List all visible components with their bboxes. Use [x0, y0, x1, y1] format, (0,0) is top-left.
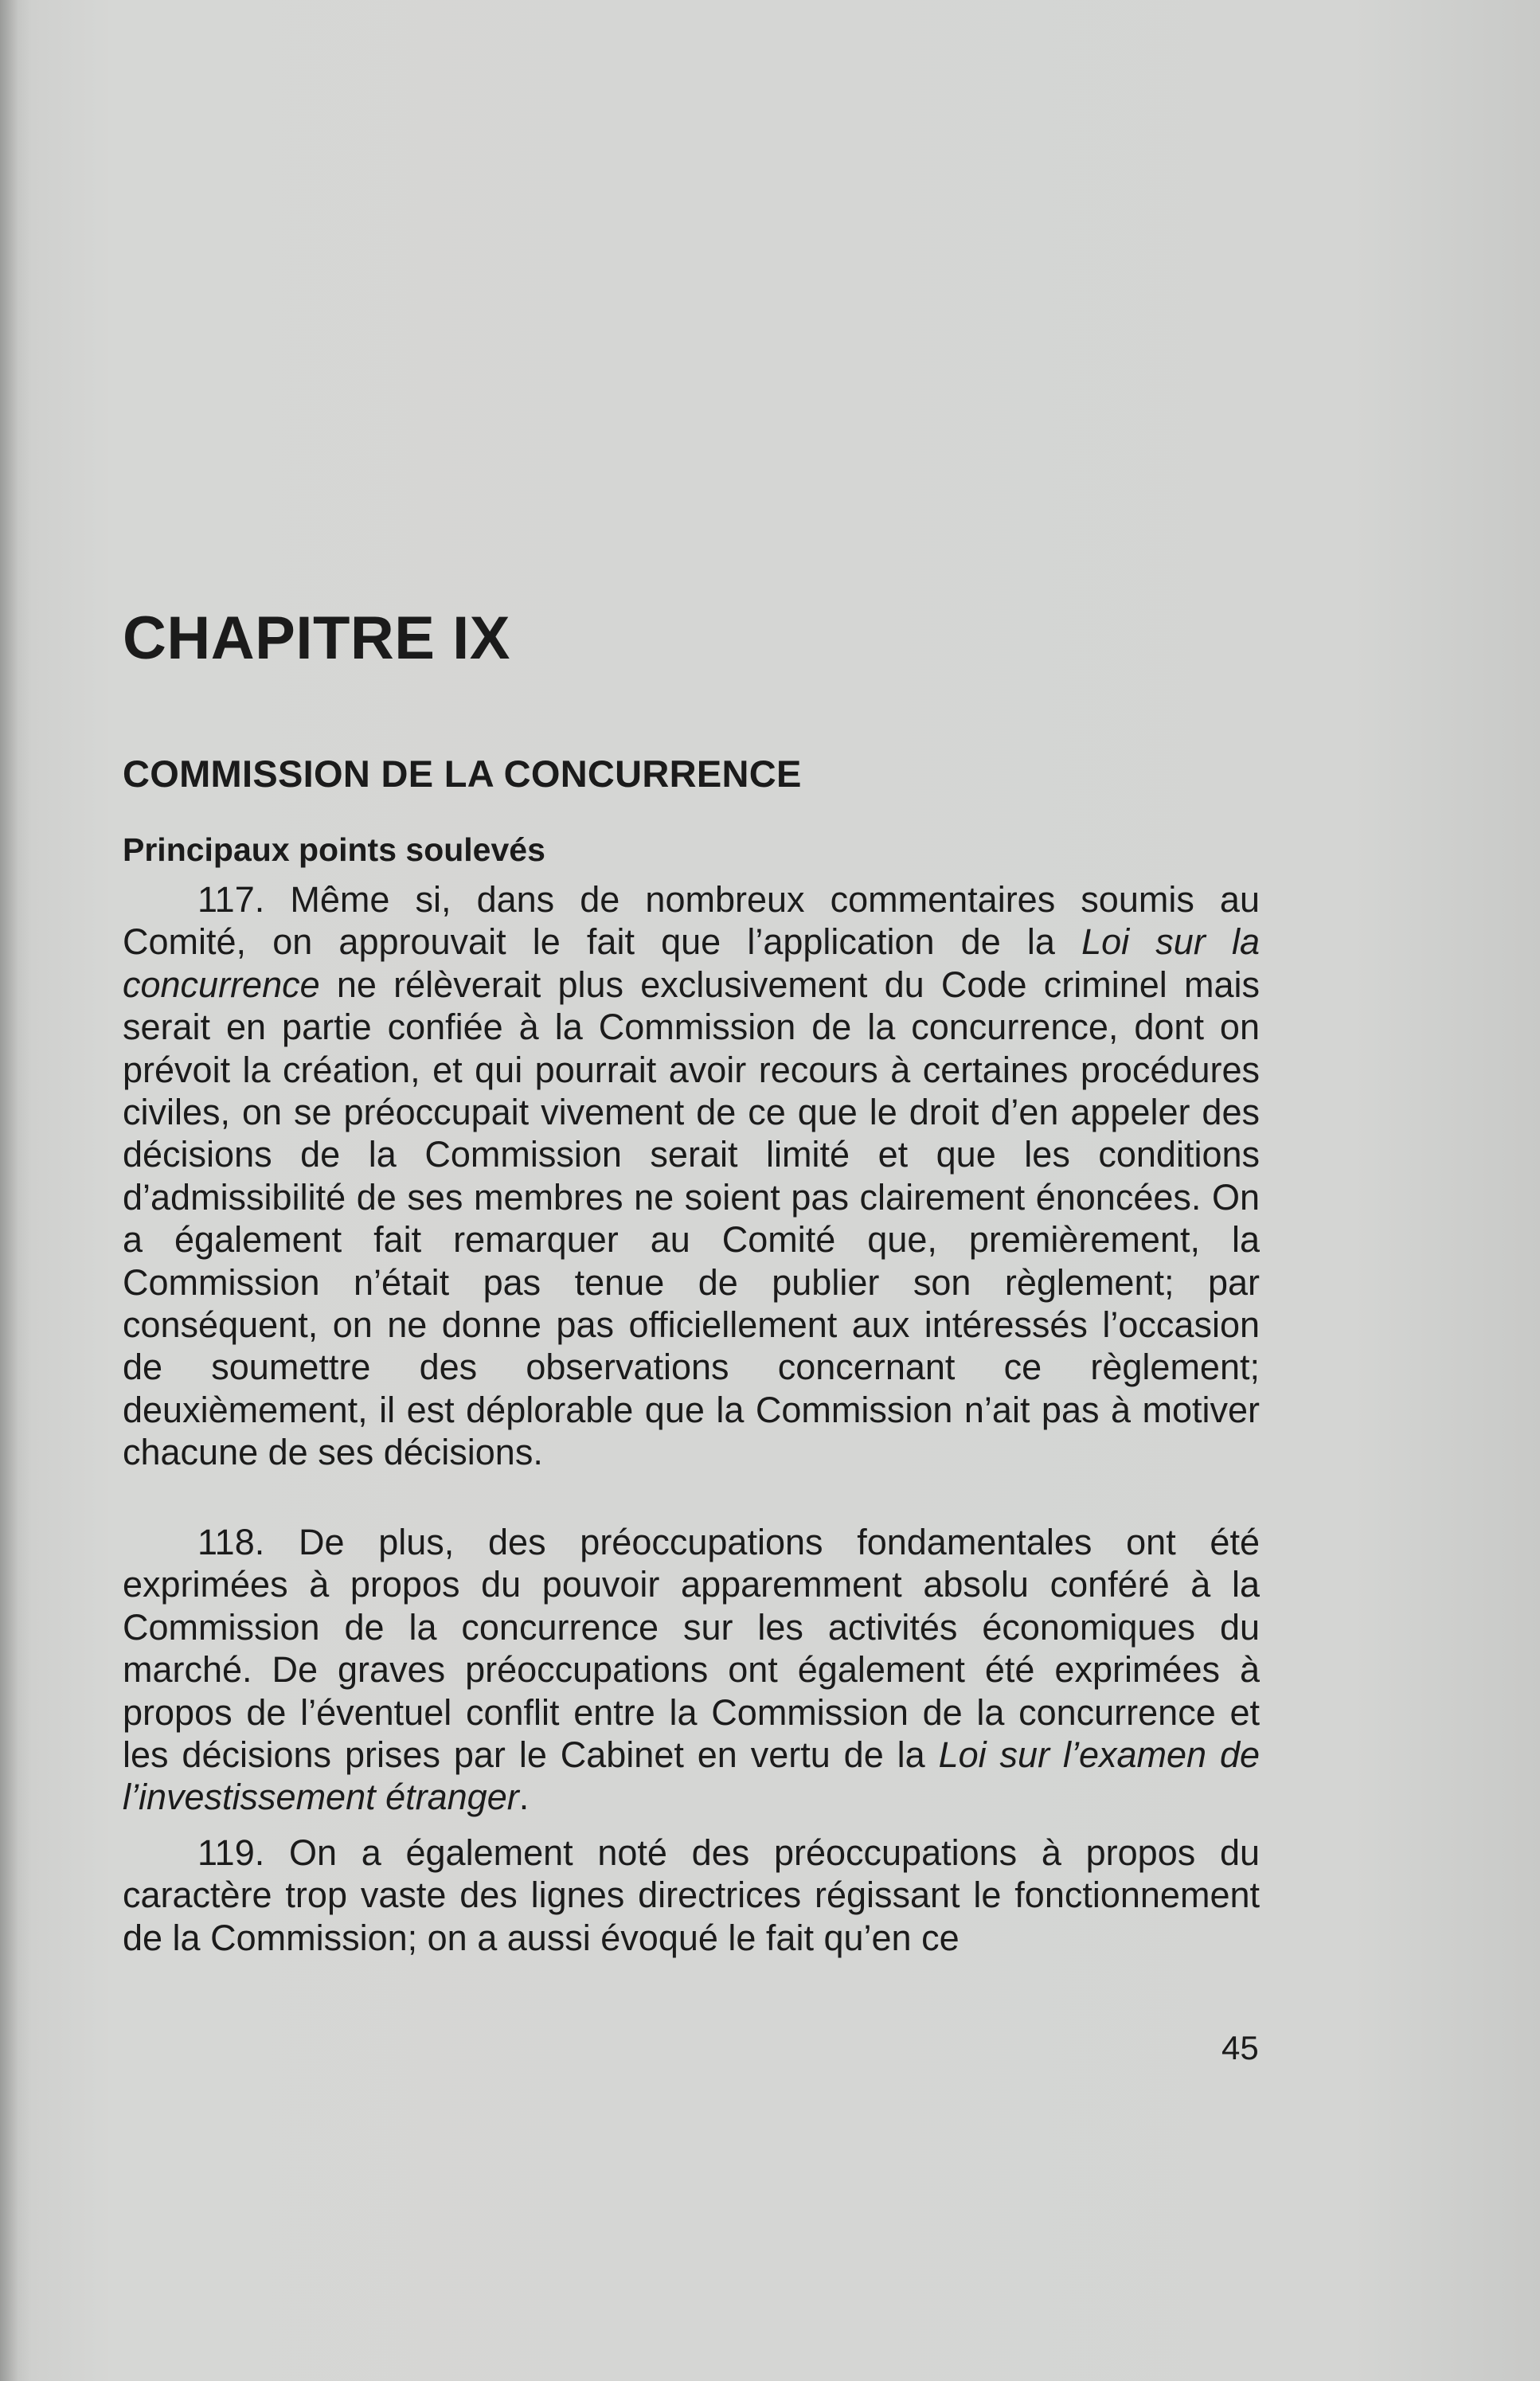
paragraph-text: Même si, dans de nombreux commentaires soumis au Comité, on approuvait le fait que l’application de la [123, 879, 1260, 963]
paragraph-text: . [518, 1777, 530, 1818]
paragraph-117 [123, 878, 1260, 1474]
page-number: 45 [1221, 2029, 1259, 2066]
statute-title: Loi sur l’examen de l’investissement étranger [123, 1734, 1261, 1818]
paragraph-number: 119. [197, 1832, 265, 1873]
paragraph-118 [123, 1521, 1260, 1819]
document-page [119, 0, 1266, 2381]
chapter-title: CHAPITRE IX [123, 604, 510, 672]
paragraph-text: On a également noté des préoccupations à propos du caractère trop vaste des lignes directrices régissant le fonctionnement de la Commission; on a aussi évoqué le fait qu’en ce [123, 1832, 1260, 1958]
paragraph-number: 117. [197, 879, 265, 920]
paragraph-number: 118. [197, 1522, 265, 1562]
book-spine-shadow [0, 0, 18, 2381]
subsection-title: Principaux points soulevés [123, 831, 545, 868]
section-title: COMMISSION DE LA CONCURRENCE [123, 753, 802, 795]
paragraph-text: ne rélèverait plus exclusivement du Code criminel mais serait en partie confiée à la Commission de la concurrence, dont on prévoit la création, et qui pourrait avoir recours à certaines procédures civiles, on se préoccupait vivement de ce que le droit d’en appeler des décisions de la Commission serait limité et que les conditions d’admissibilité de ses membres ne soient pas clairement énoncées. On a également fait remarquer au Comité que, premièrement, la Commission n’était pas tenue de publier son règlement; par conséquent, on ne donne pas officiellement aux intéressés l’occasion de soumettre des observations concernant ce règlement; deuxièmement, il est déplorable que la Commission n’ait pas à motiver chacune de ses décisions. [123, 964, 1260, 1473]
paragraph-119 [123, 1832, 1260, 1959]
statute-title: Loi sur la concurrence [123, 921, 1261, 1005]
paragraph-text: De plus, des préoccupations fondamentales ont été exprimées à propos du pouvoir apparemment absolu conféré à la Commission de la concurrence sur les activités économiques du marché. De graves préoccupations ont également été exprimées à propos de l’éventuel conflit entre la Commission de la concurrence et les décisions prises par le Cabinet en vertu de la [123, 1522, 1260, 1776]
